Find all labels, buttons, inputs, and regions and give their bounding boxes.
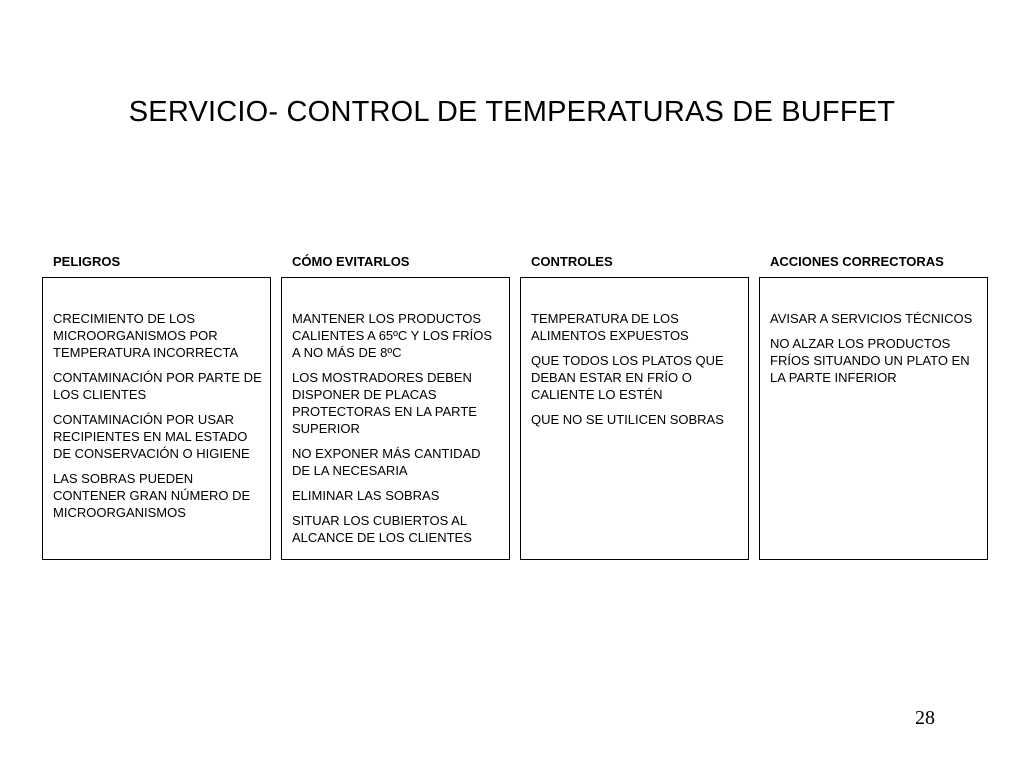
column-box-como-evitarlos: [281, 277, 510, 560]
list-item: NO EXPONER MÁS CANTIDAD DE LA NECESARIA: [292, 446, 481, 478]
list-item: QUE TODOS LOS PLATOS QUE DEBAN ESTAR EN FRÍO O CALIENTE LO ESTÉN: [531, 353, 724, 402]
slide-title: SERVICIO- CONTROL DE TEMPERATURAS DE BUFFET: [128, 96, 896, 128]
list-item: AVISAR A SERVICIOS TÉCNICOS: [770, 311, 973, 326]
list-item: NO ALZAR LOS PRODUCTOS FRÍOS SITUANDO UN PLATO EN LA PARTE INFERIOR: [770, 336, 970, 385]
list-item: TEMPERATURA DE LOS ALIMENTOS EXPUESTOS: [531, 311, 689, 343]
column-box-controles: [520, 277, 749, 560]
list-item: CRECIMIENTO DE LOS MICROORGANISMOS POR TEMPERATURA INCORRECTA: [53, 311, 239, 360]
list-item: LOS MOSTRADORES DEBEN DISPONER DE PLACAS PROTECTORAS EN LA PARTE SUPERIOR: [292, 370, 477, 436]
list-item: QUE NO SE UTILICEN SOBRAS: [531, 412, 724, 427]
list-item: MANTENER LOS PRODUCTOS CALIENTES A 65ºC Y LOS FRÍOS A NO MÁS DE 8ºC: [292, 311, 493, 360]
list-item: SITUAR LOS CUBIERTOS AL ALCANCE DE LOS CLIENTES: [292, 513, 472, 545]
column-header-peligros: PELIGROS: [53, 254, 121, 269]
list-item: CONTAMINACIÓN POR USAR RECIPIENTES EN MAL ESTADO DE CONSERVACIÓN O HIGIENE: [53, 412, 250, 461]
list-item: CONTAMINACIÓN POR PARTE DE LOS CLIENTES: [53, 370, 262, 402]
list-item: ELIMINAR LAS SOBRAS: [292, 488, 440, 503]
column-header-acciones-correctoras: ACCIONES CORRECTORAS: [770, 254, 944, 269]
column-box-peligros: [42, 277, 271, 560]
list-item: LAS SOBRAS PUEDEN CONTENER GRAN NÚMERO DE MICROORGANISMOS: [53, 471, 251, 520]
column-header-controles: CONTROLES: [531, 254, 613, 269]
column-box-acciones-correctoras: [759, 277, 988, 560]
page-number: 28: [915, 707, 935, 729]
column-header-como-evitarlos: CÓMO EVITARLOS: [292, 254, 410, 269]
